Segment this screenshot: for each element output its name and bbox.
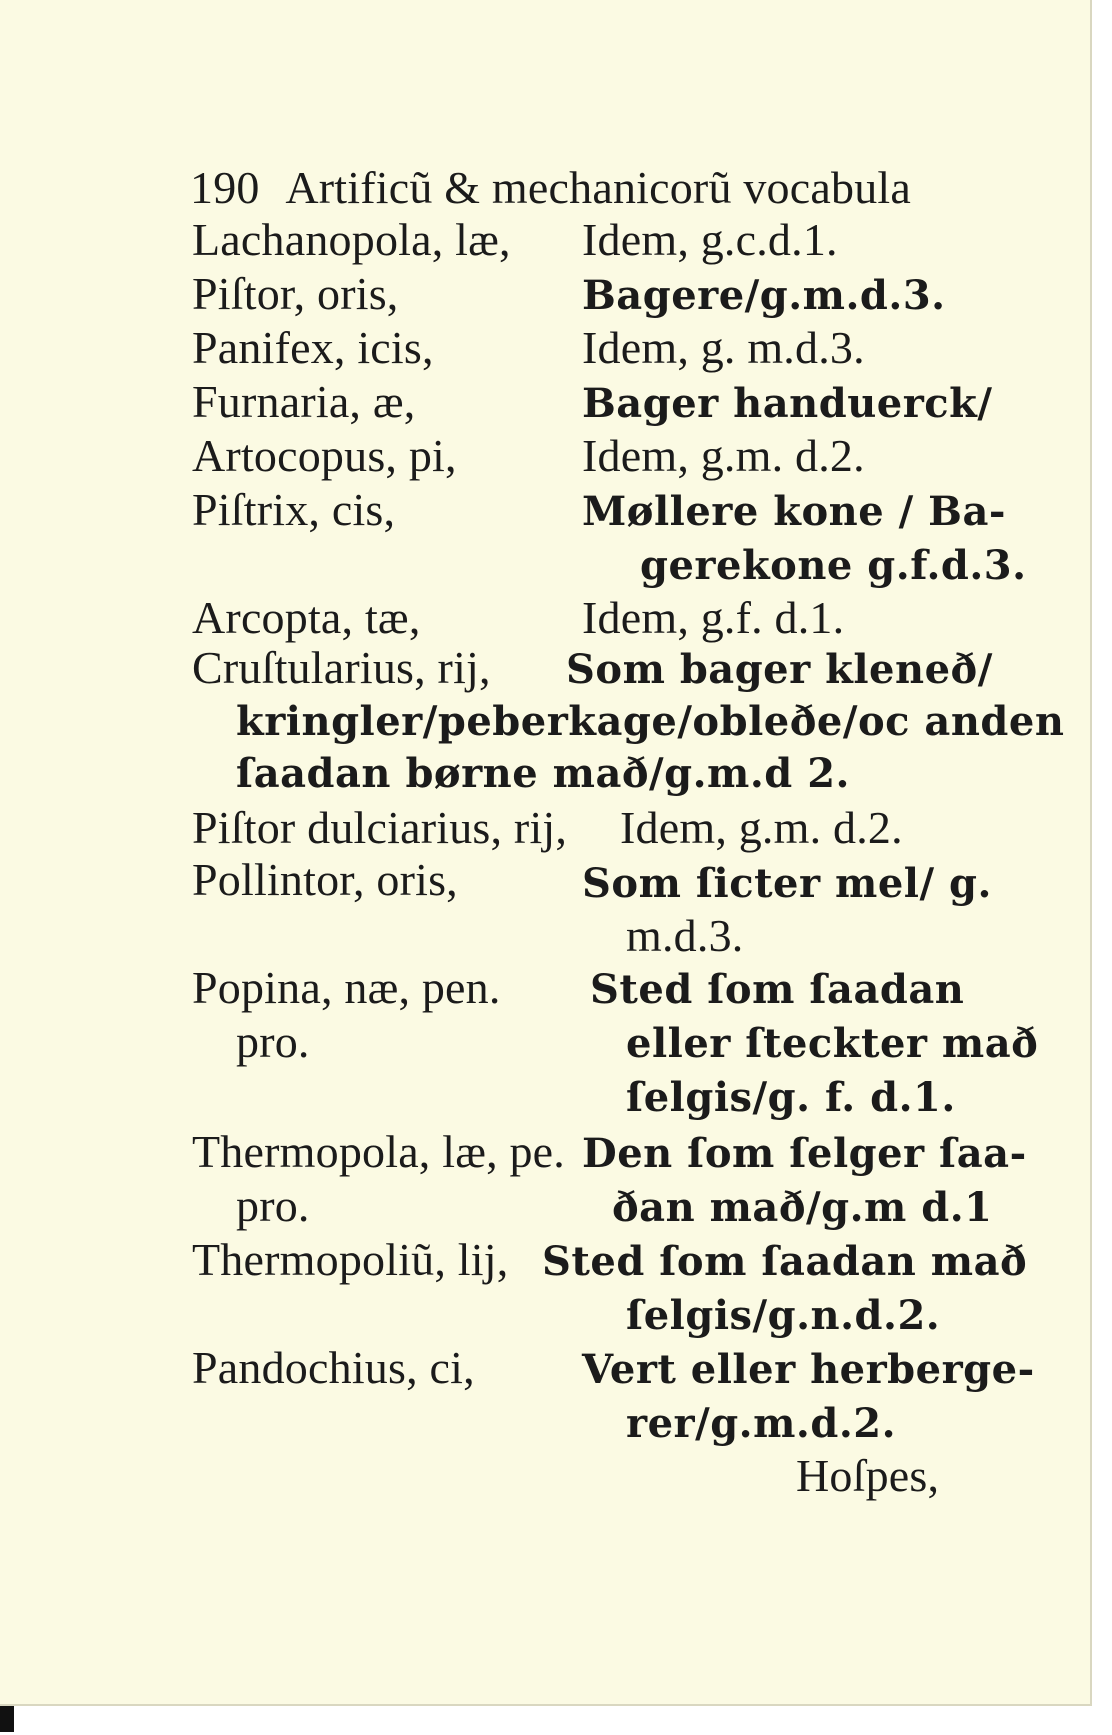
latin-term: Panifex, icis,	[192, 322, 434, 373]
latin-term: Lachanopola, læ,	[192, 214, 511, 265]
danish-gloss: Idem, g.m. d.2.	[620, 802, 903, 853]
latin-term-continued: pro.	[236, 1180, 310, 1231]
danish-gloss: Sted ſom ſaadan mað	[542, 1238, 1028, 1285]
running-header	[190, 160, 911, 216]
danish-gloss: Som ſicter mel/ g.	[582, 860, 992, 907]
running-title: Artificũ & mechanicorũ vocabula	[285, 162, 911, 213]
scan-edge-mark	[0, 1706, 14, 1732]
latin-term: Pandochius, ci,	[192, 1342, 475, 1393]
latin-term: Arcopta, tæ,	[192, 592, 421, 643]
danish-gloss-continued: rer/g.m.d.2.	[626, 1400, 897, 1447]
danish-gloss-continued: m.d.3.	[626, 910, 744, 961]
latin-term: Pollintor, oris,	[192, 854, 458, 905]
catchword: Hoſpes,	[796, 1450, 940, 1501]
danish-gloss: Bagere/g.m.d.3.	[582, 272, 946, 319]
danish-gloss: Idem, g.f. d.1.	[582, 592, 845, 643]
danish-gloss: Vert eller herberge-	[582, 1346, 1035, 1393]
danish-gloss-continued: ſelgis/g.n.d.2.	[626, 1292, 941, 1339]
danish-gloss: Møllere kone / Ba-	[582, 488, 1006, 535]
danish-gloss-continued: kringler/peberkage/obleðe/oc anden	[236, 698, 1065, 745]
latin-term: Artocopus, pi,	[192, 430, 457, 481]
latin-term: Piſtor dulciarius, rij,	[192, 802, 568, 853]
latin-term: Thermopoliũ, lij,	[192, 1234, 509, 1285]
danish-gloss-continued: ſaadan børne mað/g.m.d 2.	[236, 750, 850, 797]
danish-gloss: Idem, g.m. d.2.	[582, 430, 865, 481]
danish-gloss: Idem, g.c.d.1.	[582, 214, 838, 265]
latin-term: Piſtor, oris,	[192, 268, 399, 319]
danish-gloss: Den ſom ſelger ſaa-	[582, 1130, 1027, 1177]
danish-gloss: Idem, g. m.d.3.	[582, 322, 865, 373]
latin-term: Piſtrix, cis,	[192, 484, 396, 535]
latin-term: Cruſtularius, rij,	[192, 642, 491, 693]
danish-gloss: Sted ſom ſaadan	[590, 966, 965, 1013]
latin-term-continued: pro.	[236, 1016, 310, 1067]
danish-gloss-continued: eller ſteckter mað	[626, 1020, 1039, 1067]
danish-gloss: Bager handuerck/	[582, 380, 993, 427]
danish-gloss-continued: ſelgis/g. f. d.1.	[626, 1074, 956, 1121]
latin-term: Popina, næ, pen.	[192, 962, 501, 1013]
danish-gloss: Som bager kleneð/	[566, 646, 993, 693]
latin-term: Thermopola, læ, pe.	[192, 1126, 565, 1177]
page-number: 190	[190, 162, 260, 213]
latin-term: Furnaria, æ,	[192, 376, 416, 427]
danish-gloss-continued: gerekone g.f.d.3.	[640, 542, 1027, 589]
danish-gloss-continued: ðan mað/g.m d.1	[612, 1184, 993, 1231]
